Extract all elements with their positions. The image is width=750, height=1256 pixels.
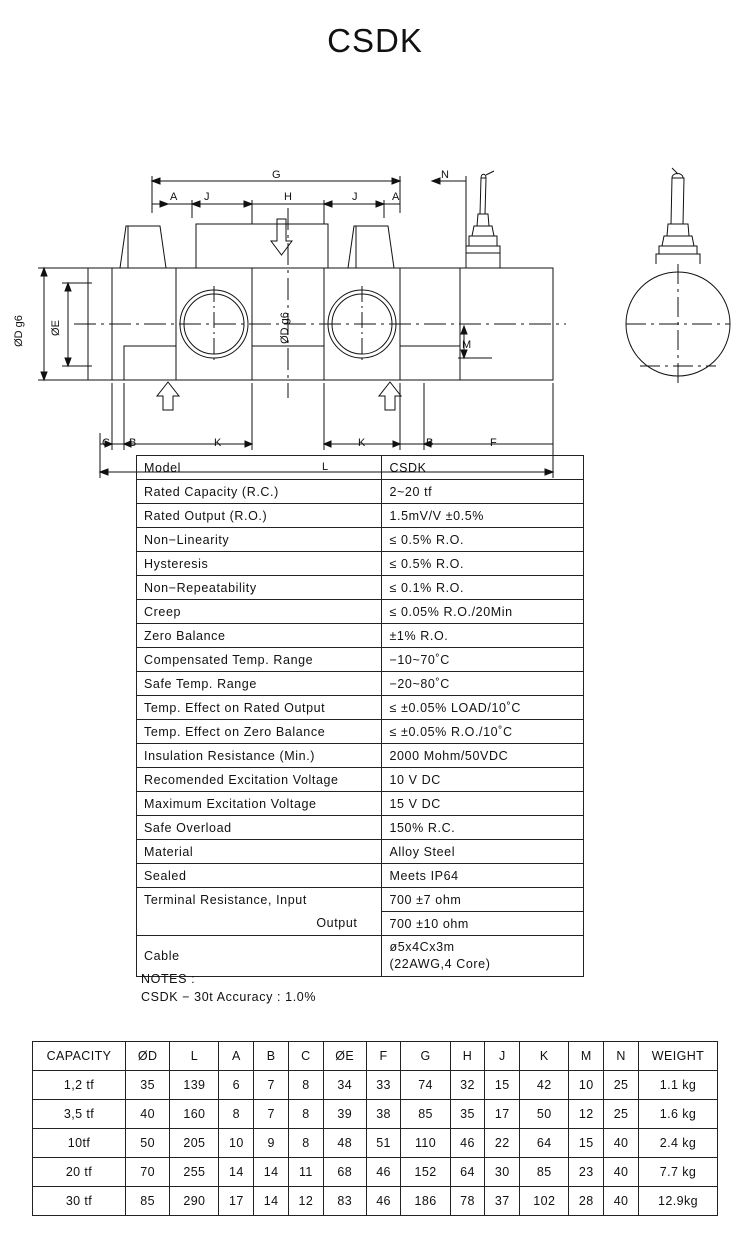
cell: 17 xyxy=(219,1187,254,1216)
cell: 83 xyxy=(323,1187,366,1216)
cell: 28 xyxy=(569,1187,604,1216)
page-title: CSDK xyxy=(327,22,423,59)
cell: 110 xyxy=(401,1129,450,1158)
cell: 64 xyxy=(450,1158,485,1187)
spec-value: 10 V DC xyxy=(382,768,584,792)
dim-label-OD-g6-center: ØD g6 xyxy=(279,312,291,344)
capacity-table-head xyxy=(33,1042,718,1071)
dim-label-B-left: B xyxy=(129,437,137,449)
col-header-od: ØD xyxy=(126,1042,170,1071)
table-row xyxy=(137,840,584,864)
cell: 3,5 tf xyxy=(33,1100,126,1129)
cell: 35 xyxy=(126,1071,170,1100)
cell: 34 xyxy=(323,1071,366,1100)
cell: 8 xyxy=(289,1071,324,1100)
spec-value: ≤ 0.5% R.O. xyxy=(382,552,584,576)
dim-label-J-left: J xyxy=(204,191,210,203)
spec-value: ≤ 0.05% R.O./20Min xyxy=(382,600,584,624)
table-row xyxy=(33,1071,718,1100)
spec-value: 700 ±7 ohm xyxy=(382,888,584,912)
cell: 78 xyxy=(450,1187,485,1216)
dim-label-B-right: B xyxy=(426,437,434,449)
spec-value: ±1% R.O. xyxy=(382,624,584,648)
col-header-m: M xyxy=(569,1042,604,1071)
dim-label-M: M xyxy=(462,339,472,351)
cable-value-line1: ø5x4Cx3m xyxy=(389,940,455,954)
table-row xyxy=(137,456,584,480)
dim-label-K-left: K xyxy=(214,437,222,449)
cell: 8 xyxy=(289,1100,324,1129)
cell: 160 xyxy=(170,1100,219,1129)
spec-label: Insulation Resistance (Min.) xyxy=(137,744,382,768)
spec-label: Hysteresis xyxy=(137,552,382,576)
cell: 40 xyxy=(604,1158,639,1187)
cell: 8 xyxy=(219,1100,254,1129)
table-row xyxy=(137,480,584,504)
table-row xyxy=(137,792,584,816)
spec-label: Model xyxy=(137,456,382,480)
col-header-f: F xyxy=(366,1042,401,1071)
cell: 102 xyxy=(520,1187,569,1216)
cell: 85 xyxy=(520,1158,569,1187)
spec-label: Temp. Effect on Zero Balance xyxy=(137,720,382,744)
cell: 290 xyxy=(170,1187,219,1216)
col-header-capacity: CAPACITY xyxy=(33,1042,126,1071)
cell: 205 xyxy=(170,1129,219,1158)
cell: 46 xyxy=(366,1158,401,1187)
dim-label-F: F xyxy=(490,437,497,449)
table-row xyxy=(137,744,584,768)
cell: 23 xyxy=(569,1158,604,1187)
cell: 186 xyxy=(401,1187,450,1216)
dim-label-H: H xyxy=(284,191,292,203)
cell: 50 xyxy=(126,1129,170,1158)
cell: 6 xyxy=(219,1071,254,1100)
cell: 39 xyxy=(323,1100,366,1129)
spec-label: Cable xyxy=(137,936,382,977)
dim-label-OE: ØE xyxy=(50,320,62,336)
col-header-n: N xyxy=(604,1042,639,1071)
dim-label-A-left: A xyxy=(170,191,178,203)
dim-label-N: N xyxy=(441,169,449,181)
cell: 68 xyxy=(323,1158,366,1187)
notes-line: CSDK − 30t Accuracy : 1.0% xyxy=(141,990,317,1005)
table-row xyxy=(137,624,584,648)
cable-value-line2: (22AWG,4 Core) xyxy=(389,956,491,971)
cell: 70 xyxy=(126,1158,170,1187)
col-header-h: H xyxy=(450,1042,485,1071)
spec-label: Safe Temp. Range xyxy=(137,672,382,696)
spec-label: Material xyxy=(137,840,382,864)
cell: 15 xyxy=(485,1071,520,1100)
cell: 9 xyxy=(254,1129,289,1158)
col-header-l: L xyxy=(170,1042,219,1071)
col-header-b: B xyxy=(254,1042,289,1071)
col-header-c: C xyxy=(289,1042,324,1071)
table-row xyxy=(33,1129,718,1158)
cell: 85 xyxy=(126,1187,170,1216)
table-row xyxy=(137,528,584,552)
cell: 12.9kg xyxy=(639,1187,718,1216)
dim-label-J-right: J xyxy=(352,191,358,203)
notes-heading: NOTES : xyxy=(141,972,196,986)
col-header-oe: ØE xyxy=(323,1042,366,1071)
specification-table-body xyxy=(137,456,584,977)
spec-value: −10~70˚C xyxy=(382,648,584,672)
spec-value: Meets IP64 xyxy=(382,864,584,888)
spec-label: Creep xyxy=(137,600,382,624)
cell: 48 xyxy=(323,1129,366,1158)
cell: 33 xyxy=(366,1071,401,1100)
col-header-j: J xyxy=(485,1042,520,1071)
spec-label: Maximum Excitation Voltage xyxy=(137,792,382,816)
cell: 25 xyxy=(604,1071,639,1100)
dim-label-K-right: K xyxy=(358,437,366,449)
cell: 139 xyxy=(170,1071,219,1100)
spec-value: ≤ ±0.05% LOAD/10˚C xyxy=(382,696,584,720)
capacity-table-body xyxy=(33,1071,718,1216)
cell: 35 xyxy=(450,1100,485,1129)
cell: 17 xyxy=(485,1100,520,1129)
cell: 22 xyxy=(485,1129,520,1158)
spec-value: 2~20 tf xyxy=(382,480,584,504)
spec-value: ≤ ±0.05% R.O./10˚C xyxy=(382,720,584,744)
cell: 14 xyxy=(254,1187,289,1216)
cell: 11 xyxy=(289,1158,324,1187)
cell: 2.4 kg xyxy=(639,1129,718,1158)
spec-value: ≤ 0.1% R.O. xyxy=(382,576,584,600)
table-header-row xyxy=(33,1042,718,1071)
spec-label: Non−Repeatability xyxy=(137,576,382,600)
cell: 32 xyxy=(450,1071,485,1100)
cell: 15 xyxy=(569,1129,604,1158)
cell: 74 xyxy=(401,1071,450,1100)
spec-label: Recomended Excitation Voltage xyxy=(137,768,382,792)
table-row xyxy=(137,672,584,696)
col-header-g: G xyxy=(401,1042,450,1071)
cell: 85 xyxy=(401,1100,450,1129)
cell: 10tf xyxy=(33,1129,126,1158)
dim-label-A-right: A xyxy=(392,191,400,203)
col-header-k: K xyxy=(520,1042,569,1071)
capacity-table xyxy=(32,1041,718,1216)
spec-label: Terminal Resistance, Input xyxy=(137,888,382,912)
cell: 64 xyxy=(520,1129,569,1158)
dim-label-OD-g6-left: ØD g6 xyxy=(13,315,25,347)
cell: 40 xyxy=(604,1187,639,1216)
cell: 14 xyxy=(219,1158,254,1187)
col-header-a: A xyxy=(219,1042,254,1071)
cell: 10 xyxy=(569,1071,604,1100)
spec-value: CSDK xyxy=(382,456,584,480)
cell: 12 xyxy=(289,1187,324,1216)
cell: 40 xyxy=(126,1100,170,1129)
cell: 51 xyxy=(366,1129,401,1158)
cell: 50 xyxy=(520,1100,569,1129)
spec-value: 2000 Mohm/50VDC xyxy=(382,744,584,768)
spec-label: Temp. Effect on Rated Output xyxy=(137,696,382,720)
table-row-terminal-output xyxy=(137,912,584,936)
table-row xyxy=(137,816,584,840)
spec-value: 1.5mV/V ±0.5% xyxy=(382,504,584,528)
dim-label-G: G xyxy=(272,169,281,181)
cell: 7 xyxy=(254,1071,289,1100)
spec-label: Rated Output (R.O.) xyxy=(137,504,382,528)
spec-value xyxy=(382,936,584,977)
cell: 7.7 kg xyxy=(639,1158,718,1187)
table-row xyxy=(33,1100,718,1129)
cell: 25 xyxy=(604,1100,639,1129)
cell: 46 xyxy=(450,1129,485,1158)
spec-label: Zero Balance xyxy=(137,624,382,648)
spec-value: ≤ 0.5% R.O. xyxy=(382,528,584,552)
cell: 40 xyxy=(604,1129,639,1158)
notes-block xyxy=(141,970,316,1006)
table-row xyxy=(137,576,584,600)
table-row xyxy=(137,768,584,792)
spec-value: 150% R.C. xyxy=(382,816,584,840)
cell: 46 xyxy=(366,1187,401,1216)
cell: 12 xyxy=(569,1100,604,1129)
cell: 10 xyxy=(219,1129,254,1158)
spec-value: −20~80˚C xyxy=(382,672,584,696)
table-row xyxy=(33,1187,718,1216)
table-row xyxy=(137,864,584,888)
table-row xyxy=(137,552,584,576)
cell: 8 xyxy=(289,1129,324,1158)
table-row xyxy=(33,1158,718,1187)
cell: 37 xyxy=(485,1187,520,1216)
table-row-terminal-input xyxy=(137,888,584,912)
table-row xyxy=(137,696,584,720)
cell: 1.6 kg xyxy=(639,1100,718,1129)
spec-label: Compensated Temp. Range xyxy=(137,648,382,672)
cell: 42 xyxy=(520,1071,569,1100)
spec-label: Rated Capacity (R.C.) xyxy=(137,480,382,504)
cell: 20 tf xyxy=(33,1158,126,1187)
specification-table xyxy=(136,455,584,977)
table-row xyxy=(137,720,584,744)
spec-label: Sealed xyxy=(137,864,382,888)
cell: 1,2 tf xyxy=(33,1071,126,1100)
spec-value: 15 V DC xyxy=(382,792,584,816)
dim-label-L: L xyxy=(322,461,329,473)
spec-sub-label: Output xyxy=(137,912,382,936)
cell: 14 xyxy=(254,1158,289,1187)
cell: 1.1 kg xyxy=(639,1071,718,1100)
spec-value: Alloy Steel xyxy=(382,840,584,864)
spec-value: 700 ±10 ohm xyxy=(382,912,584,936)
table-row xyxy=(137,600,584,624)
spec-label: Non−Linearity xyxy=(137,528,382,552)
cell: 255 xyxy=(170,1158,219,1187)
cell: 30 xyxy=(485,1158,520,1187)
dim-label-C: C xyxy=(102,437,110,449)
table-row xyxy=(137,648,584,672)
cell: 30 tf xyxy=(33,1187,126,1216)
spec-label: Safe Overload xyxy=(137,816,382,840)
table-row xyxy=(137,504,584,528)
cell: 152 xyxy=(401,1158,450,1187)
cell: 7 xyxy=(254,1100,289,1129)
col-header-weight: WEIGHT xyxy=(639,1042,718,1071)
cell: 38 xyxy=(366,1100,401,1129)
